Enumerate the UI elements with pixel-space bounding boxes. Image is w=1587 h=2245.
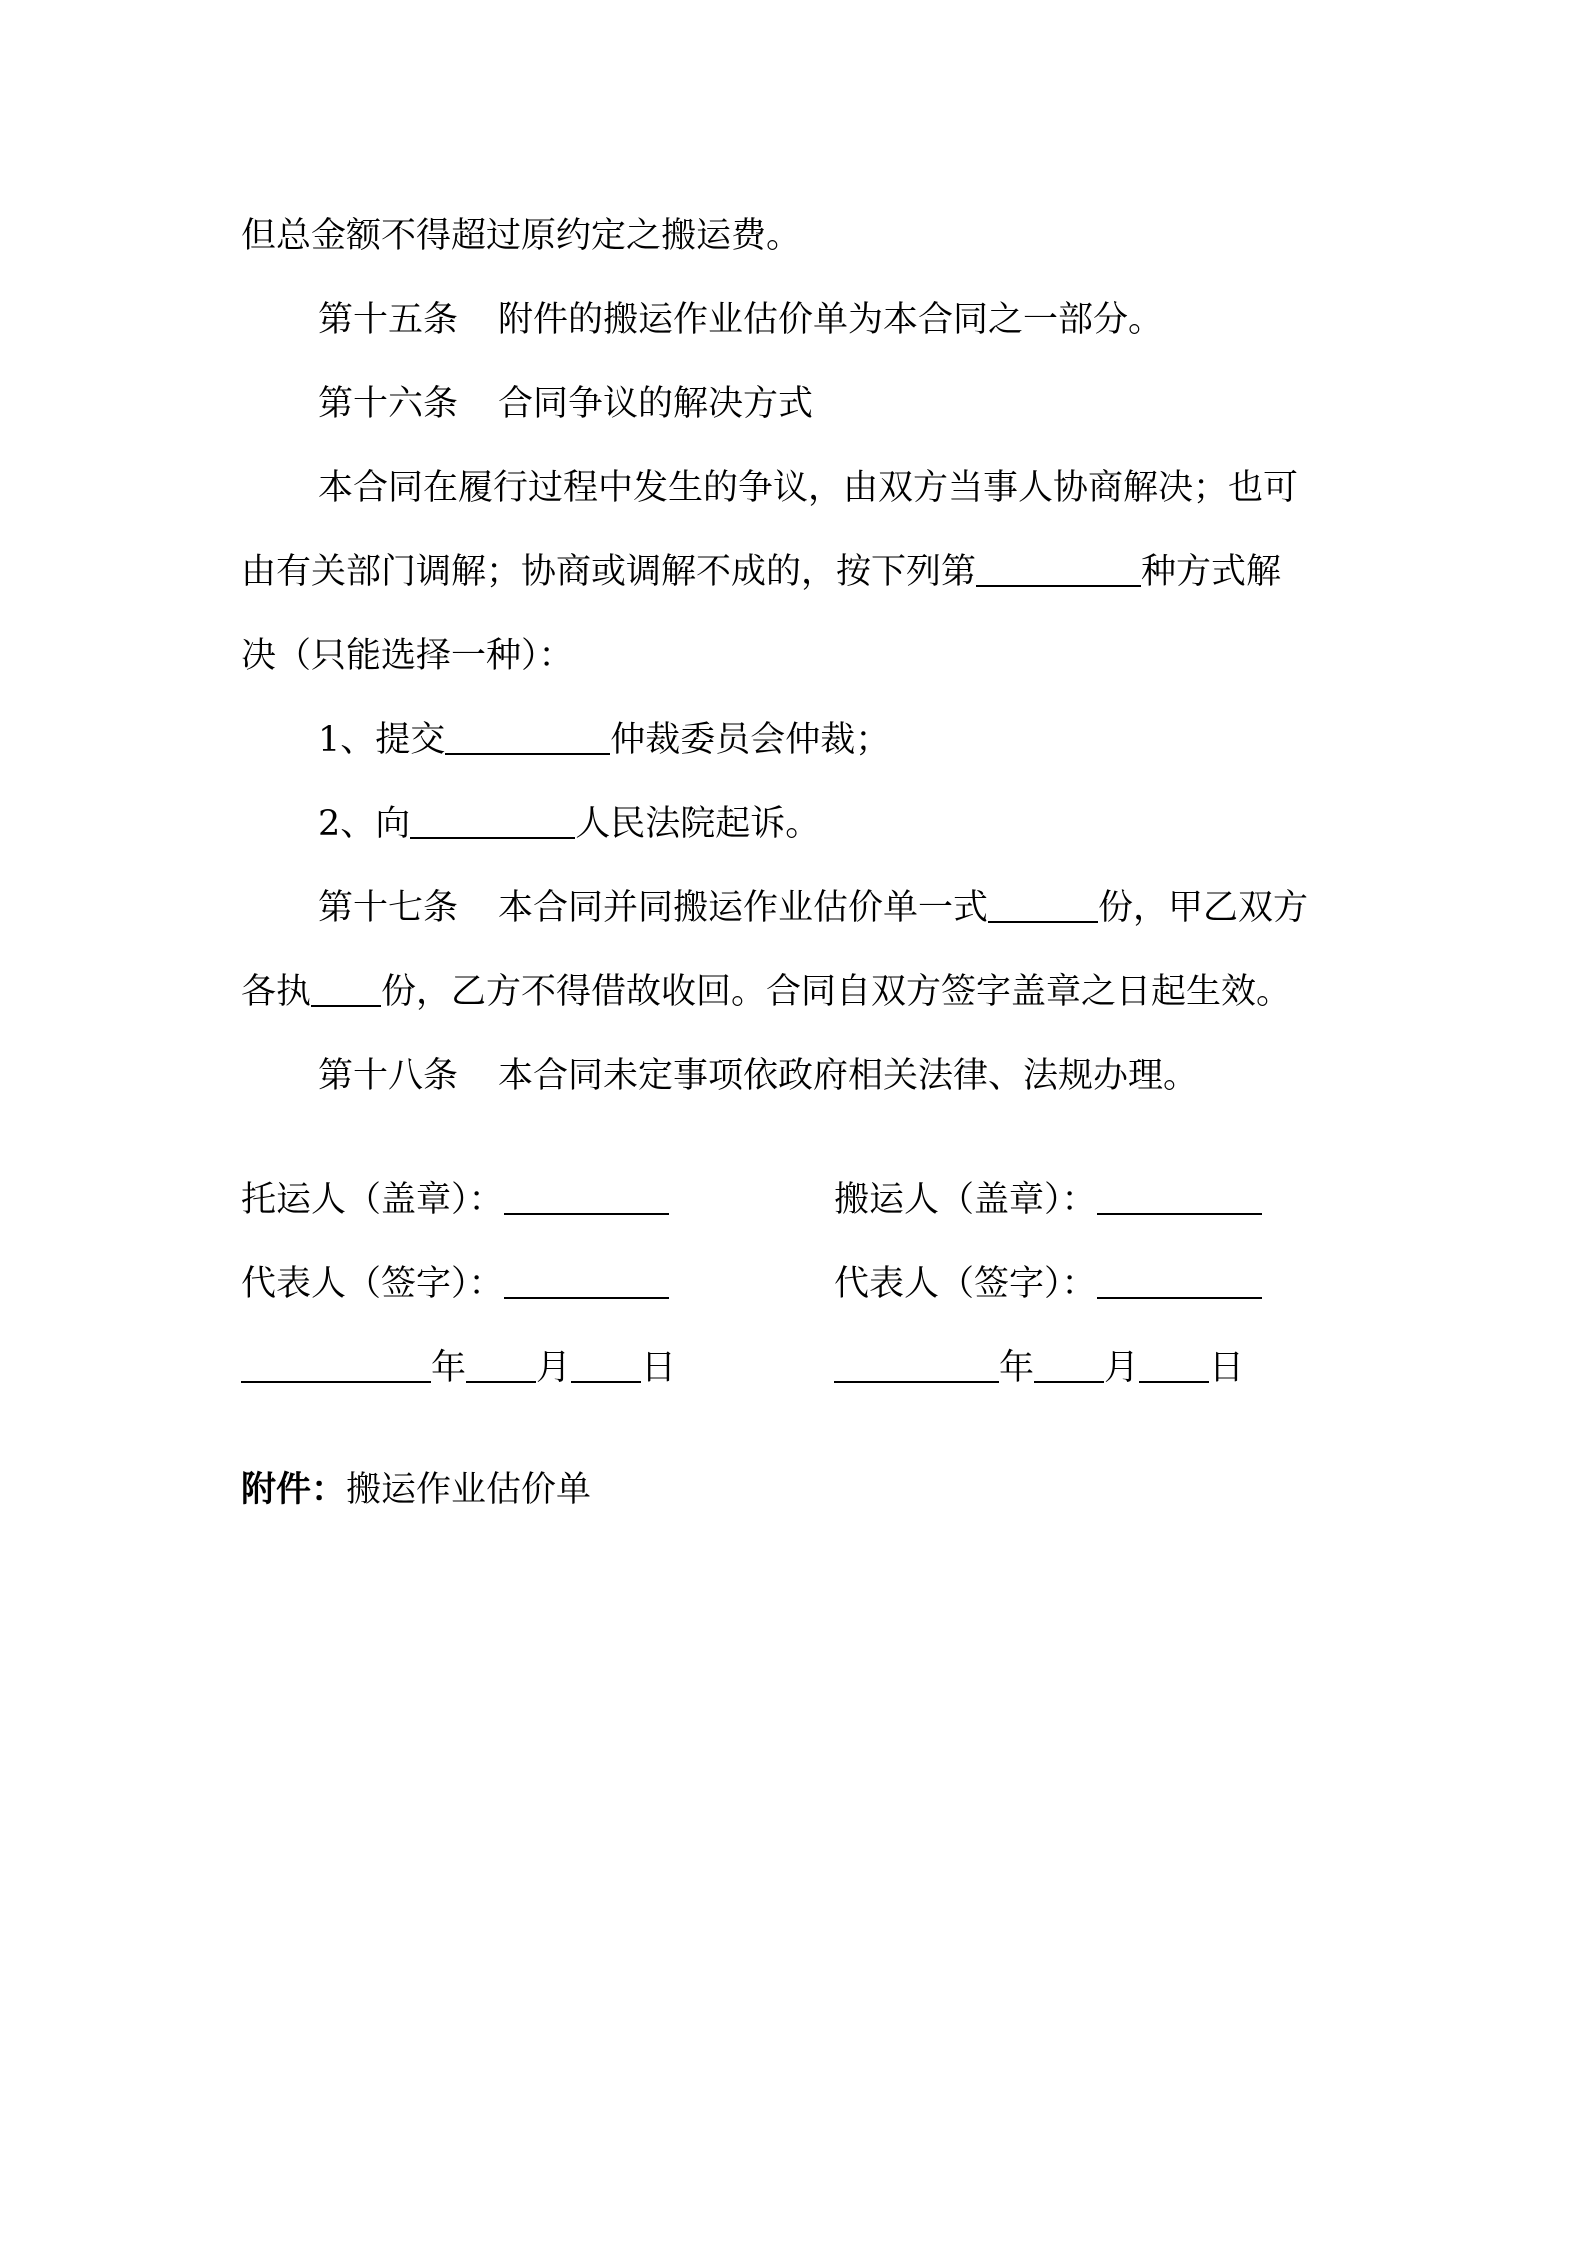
- option-text: 1、提交: [318, 720, 446, 760]
- shipper-seal-blank[interactable]: [504, 1179, 669, 1215]
- mover-date-line: [834, 1344, 1244, 1392]
- article-number: 第十八条: [318, 1056, 459, 1096]
- mover-rep-label: 代表人（签字）：: [834, 1264, 1097, 1304]
- article-18: [318, 1052, 1438, 1100]
- shipper-seal-line: [241, 1176, 669, 1224]
- article-number: 第十六条: [318, 384, 459, 424]
- article-text: 合同争议的解决方式: [498, 384, 814, 424]
- body-text: 决（只能选择一种）：: [241, 636, 574, 676]
- article-number: 第十七条: [318, 888, 459, 928]
- mover-rep-line: [834, 1260, 1262, 1308]
- article-16-body-line2: [241, 548, 1361, 596]
- article-text: 本合同并同搬运作业估价单一式: [498, 888, 989, 928]
- article-17-line2: [241, 968, 1361, 1016]
- article-text: 附件的搬运作业估价单为本合同之一部分。: [498, 300, 1164, 340]
- day-label: 日: [641, 1348, 677, 1388]
- copies-total-blank[interactable]: [988, 887, 1098, 923]
- shipper-year-blank[interactable]: [241, 1347, 431, 1383]
- mover-seal-blank[interactable]: [1097, 1179, 1262, 1215]
- option-text: 人民法院起诉。: [575, 804, 821, 844]
- copies-each-blank[interactable]: [311, 971, 381, 1007]
- court-blank[interactable]: [410, 803, 575, 839]
- mover-day-blank[interactable]: [1139, 1347, 1209, 1383]
- day-label: 日: [1209, 1348, 1245, 1388]
- shipper-day-blank[interactable]: [571, 1347, 641, 1383]
- shipper-seal-label: 托运人（盖章）：: [241, 1180, 504, 1220]
- article-16-heading: [318, 380, 1438, 428]
- mover-month-blank[interactable]: [1034, 1347, 1104, 1383]
- mover-year-blank[interactable]: [834, 1347, 999, 1383]
- year-label: 年: [431, 1348, 467, 1388]
- mover-seal-label: 搬运人（盖章）：: [834, 1180, 1097, 1220]
- article-text: 本合同未定事项依政府相关法律、法规办理。: [498, 1056, 1199, 1096]
- mover-seal-line: [834, 1176, 1262, 1224]
- article-17-line1: [318, 884, 1438, 932]
- article-text: 份，甲乙双方: [1098, 888, 1309, 928]
- shipper-date-line: [241, 1344, 676, 1392]
- article-16-body-line3: [241, 632, 1361, 680]
- body-text: 本合同在履行过程中发生的争议，由双方当事人协商解决；也可: [318, 468, 1299, 508]
- article-15: [318, 296, 1438, 344]
- month-label: 月: [1104, 1348, 1140, 1388]
- dispute-method-blank[interactable]: [976, 551, 1141, 587]
- option-text: 仲裁委员会仲裁；: [610, 720, 891, 760]
- option-2: [318, 800, 1438, 848]
- body-text: 种方式解: [1141, 552, 1282, 592]
- mover-rep-blank[interactable]: [1097, 1263, 1262, 1299]
- shipper-month-blank[interactable]: [466, 1347, 536, 1383]
- attachment-label: 附件：: [241, 1469, 347, 1510]
- article-16-body-line1: [318, 464, 1438, 512]
- attachment-line: [241, 1466, 591, 1514]
- shipper-rep-label: 代表人（签字）：: [241, 1264, 504, 1304]
- article-number: 第十五条: [318, 300, 459, 340]
- year-label: 年: [999, 1348, 1035, 1388]
- body-text: 由有关部门调解；协商或调解不成的，按下列第: [241, 552, 977, 592]
- month-label: 月: [536, 1348, 572, 1388]
- option-1: [318, 716, 1438, 764]
- continuation-text: 但总金额不得超过原约定之搬运费。: [241, 216, 802, 256]
- attachment-text: 搬运作业估价单: [346, 1470, 592, 1510]
- article-text: 份，乙方不得借故收回。合同自双方签字盖章之日起生效。: [381, 972, 1292, 1012]
- article-text: 各执: [241, 972, 312, 1012]
- paragraph-continuation: [241, 212, 1361, 260]
- option-text: 2、向: [318, 804, 411, 844]
- arbitration-committee-blank[interactable]: [445, 719, 610, 755]
- shipper-rep-line: [241, 1260, 669, 1308]
- shipper-rep-blank[interactable]: [504, 1263, 669, 1299]
